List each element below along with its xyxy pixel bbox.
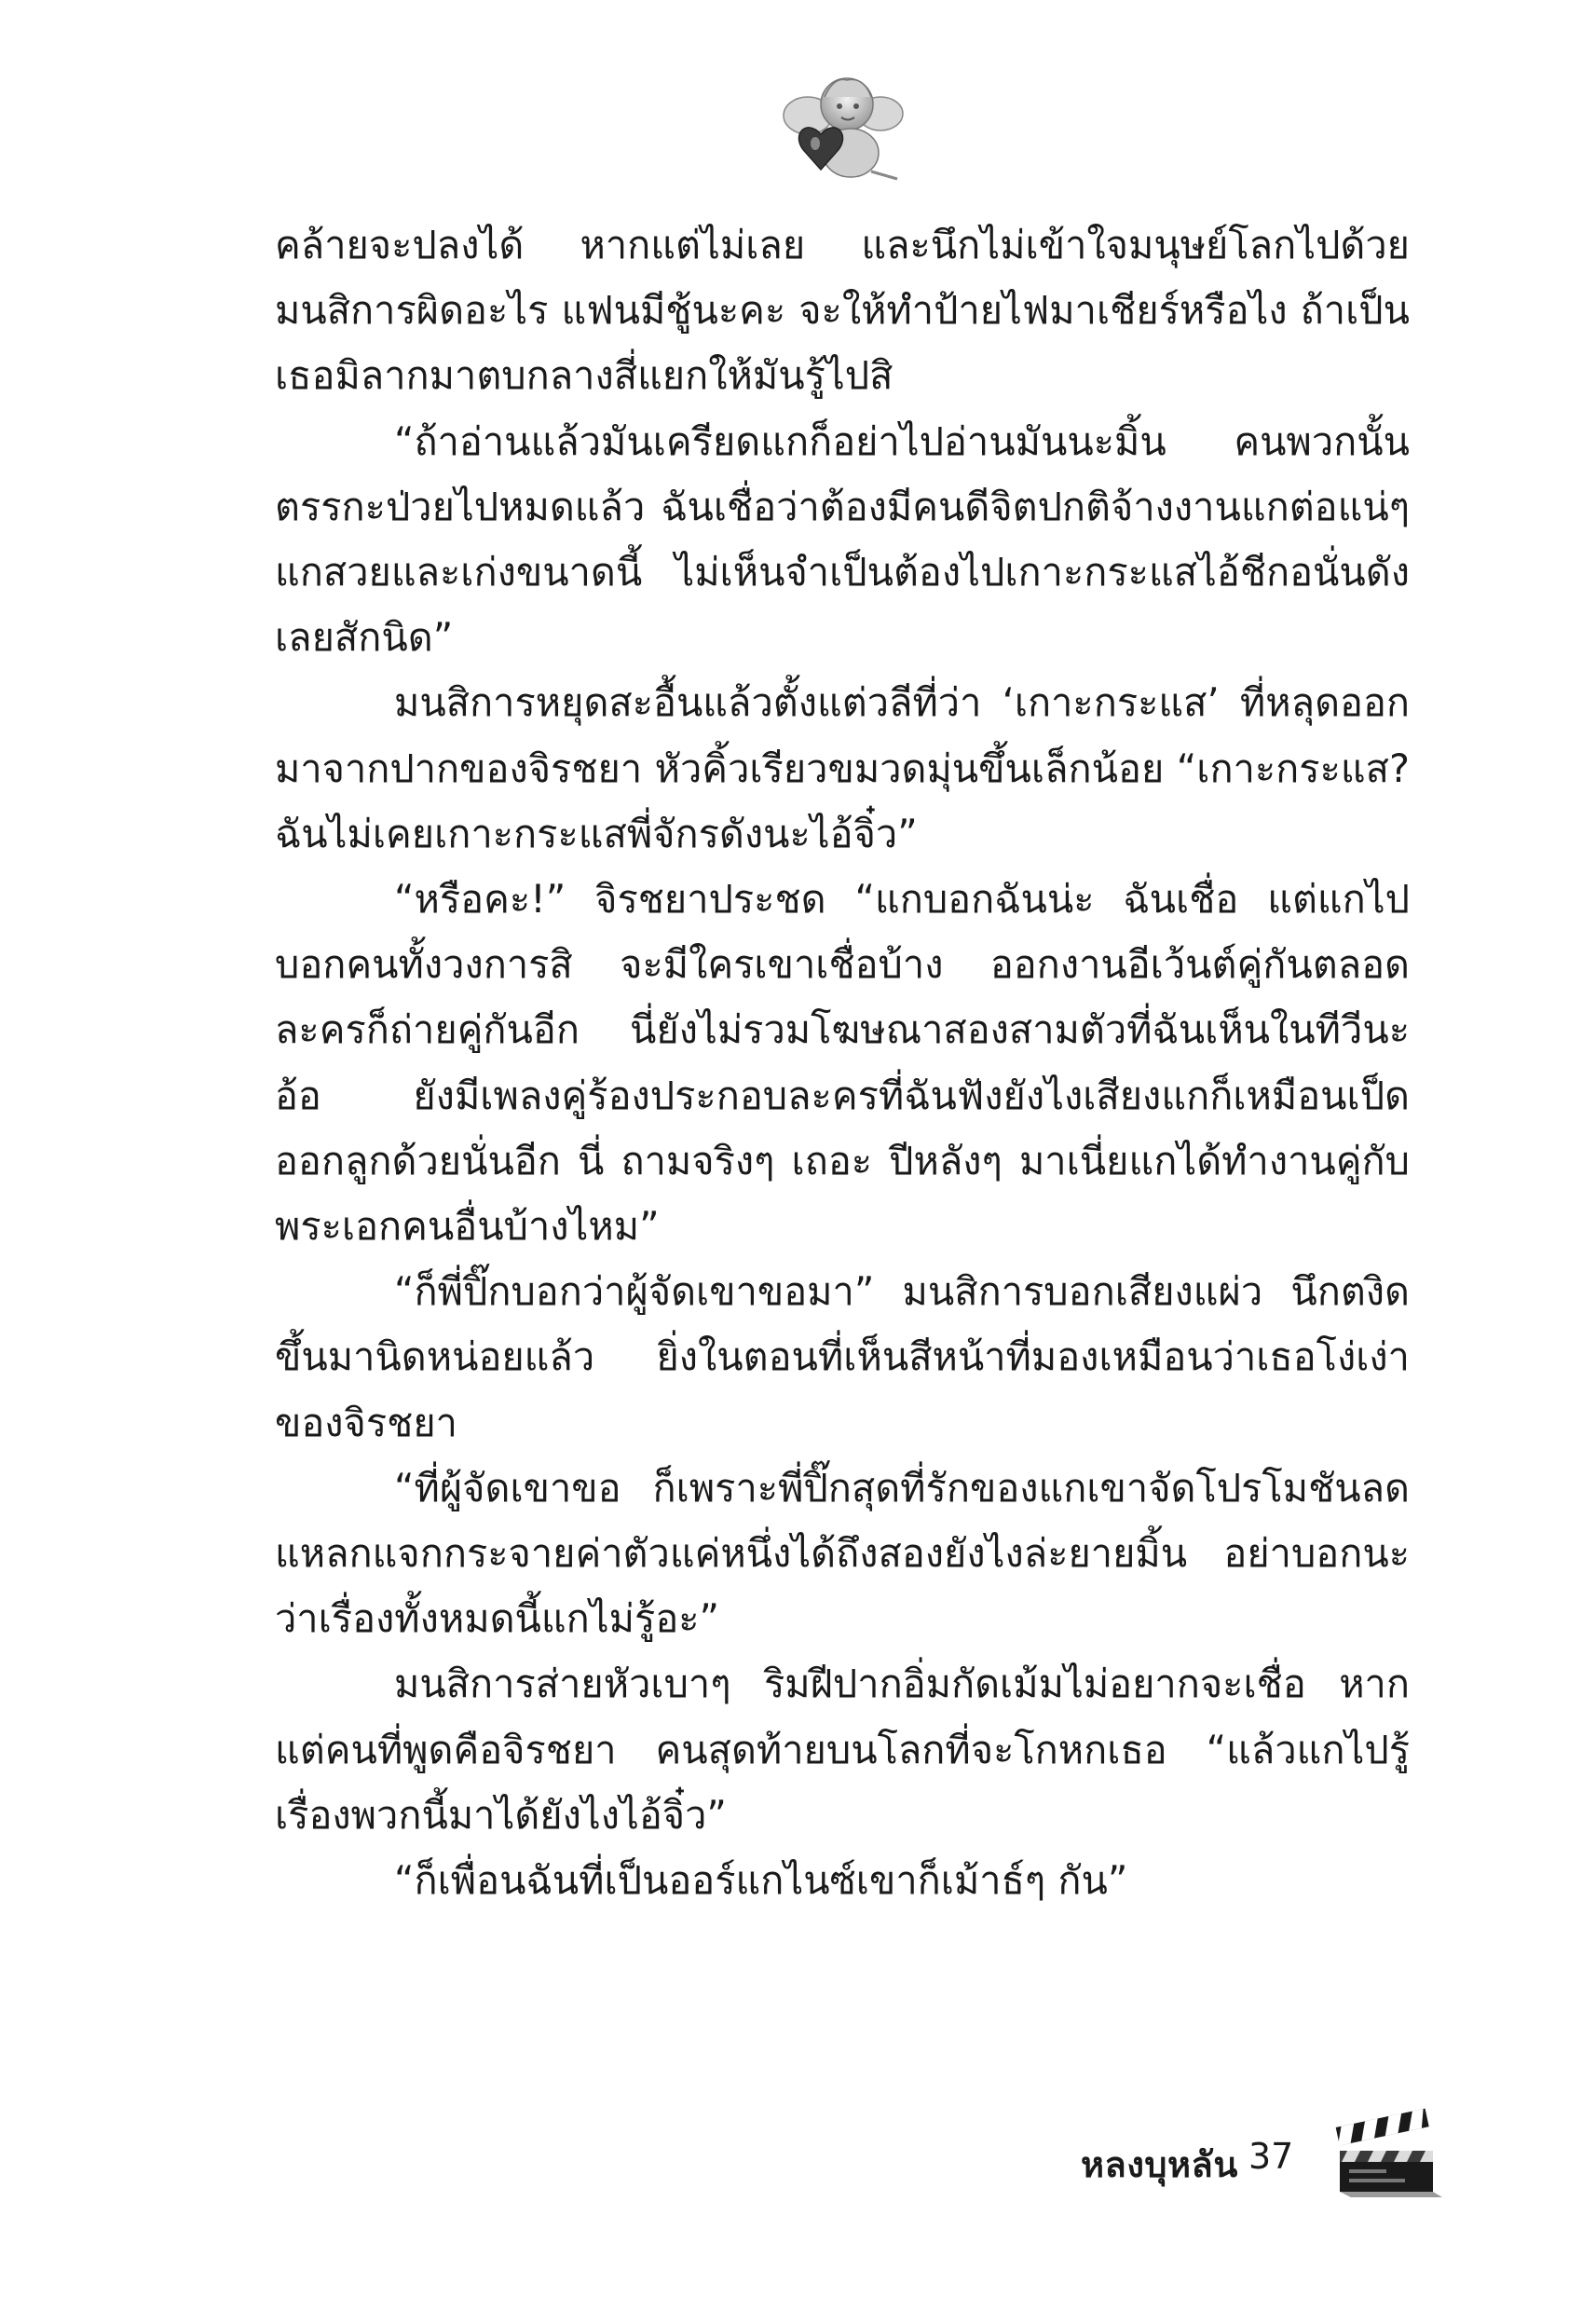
body-text: [275, 212, 1410, 1913]
running-title: หลงบุหลัน: [1081, 2144, 1238, 2185]
page-number: 37: [1248, 2136, 1294, 2177]
paragraph-8: “ก็เพื่อนฉันที่เป็นออร์แกไนซ์เขาก็เม้าธ์ๆ กัน”: [394, 1857, 1128, 1904]
paragraph-6: “ที่ผู้จัดเขาขอ ก็เพราะพี่ปิ๊กสุดที่รักของแกเขาจัดโปรโมชันลดแหลกแจกกระจายค่าตัวแค่หนึ่งได้ถึงสองยังไงล่ะยายมิ้น อย่าบอกนะว่าเรื่องทั้งหมดนี้แกไม่รู้อะ”: [275, 1464, 1410, 1642]
cherub-heart-icon: [778, 69, 908, 190]
film-clapperboard-icon: [1332, 2108, 1444, 2206]
paragraph-2: “ถ้าอ่านแล้วมันเครียดแกก็อย่าไปอ่านมันนะมิ้น คนพวกนั้นตรรกะป่วยไปหมดแล้ว ฉันเชื่อว่าต้องมีคนดีจิตปกติจ้างงานแกต่อแน่ๆ แกสวยและเก่งขนาดนี้ ไม่เห็นจำเป็นต้องไปเกาะกระแสไอ้ชีกอนั่นดังเลยสักนิด”: [275, 417, 1410, 661]
page-footer: [1081, 2108, 1472, 2210]
paragraph-1: คล้ายจะปลงได้ หากแต่ไม่เลย และนึกไม่เข้าใจมนุษย์โลกไปด้วย มนสิการผิดอะไร แฟนมีชู้นะคะ จะให้ทำป้ายไฟมาเชียร์หรือไง ถ้าเป็นเธอมิลากมาตบกลางสี่แยกให้มันรู้ไปสิ: [275, 222, 1410, 399]
paragraph-7: มนสิการส่ายหัวเบาๆ ริมฝีปากอิ่มกัดเม้มไม่อยากจะเชื่อ หากแต่คนที่พูดคือจิรชยา คนสุดท้ายบนโลกที่จะโกหกเธอ “แล้วแกไปรู้เรื่องพวกนี้มาได้ยังไงไอ้จิ๋ว”: [275, 1661, 1410, 1838]
paragraph-4: “หรือคะ!” จิรชยาประชด “แกบอกฉันน่ะ ฉันเชื่อ แต่แกไปบอกคนทั้งวงการสิ จะมีใครเขาเชื่อบ้าง ออกงานอีเว้นต์คู่กันตลอด ละครก็ถ่ายคู่กันอีก นี่ยังไม่รวมโฆษณาสองสามตัวที่ฉันเห็นในทีวีนะ อ้อ ยังมีเพลงคู่ร้องประกอบละครที่ฉันฟังยังไงเสียงแกก็เหมือนเป็ดออกลูกด้วยนั่นอีก นี่ ถามจริงๆ เถอะ ปีหลังๆ มาเนี่ยแกได้ทำงานคู่กับพระเอกคนอื่นบ้างไหม”: [275, 876, 1410, 1250]
paragraph-5: “ก็พี่ปิ๊กบอกว่าผู้จัดเขาขอมา” มนสิการบอกเสียงแผ่ว นึกตงิดขึ้นมานิดหน่อยแล้ว ยิ่งในตอนที่เห็นสีหน้าที่มองเหมือนว่าเธอโง่เง่าของจิรชยา: [275, 1268, 1410, 1445]
paragraph-3: มนสิการหยุดสะอื้นแล้วตั้งแต่วลีที่ว่า ‘เกาะกระแส’ ที่หลุดออกมาจากปากของจิรชยา หัวคิ้วเรียวขมวดมุ่นขึ้นเล็กน้อย “เกาะกระแส? ฉันไม่เคยเกาะกระแสพี่จักรดังนะไอ้จิ๋ว”: [275, 679, 1410, 856]
